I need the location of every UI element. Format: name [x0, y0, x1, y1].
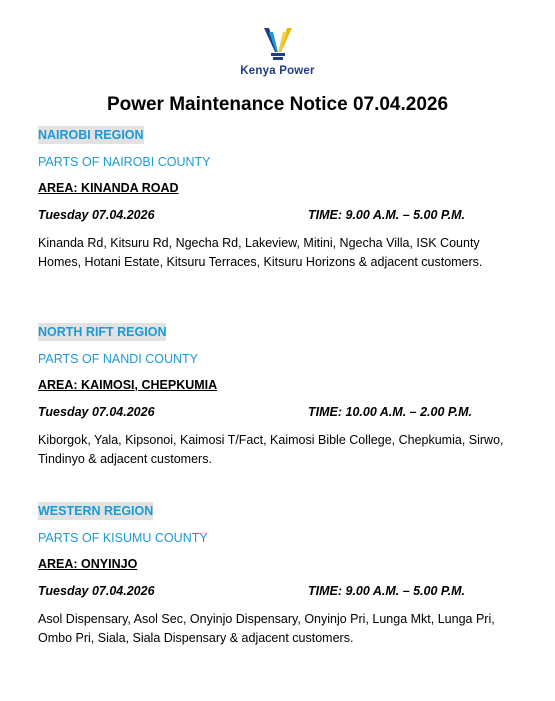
logo-text: Kenya Power	[240, 65, 315, 77]
affected-areas-text: Asol Dispensary, Asol Sec, Onyinjo Dispensary, Onyinjo Pri, Lunga Mkt, Lunga Pri, Ombo Pri, Siala, Siala Dispensary & adjacent customers.	[38, 612, 495, 645]
region-heading	[38, 128, 144, 142]
affected-areas-text: Kiborgok, Yala, Kipsonoi, Kaimosi T/Fact, Kaimosi Bible College, Chepkumia, Sirwo, Tindinyo & adjacent customers.	[38, 433, 504, 466]
day-label: Tuesday 07.04.2026	[38, 584, 155, 598]
day-label: Tuesday 07.04.2026	[38, 208, 155, 222]
county-label: PARTS OF NAIROBI COUNTY	[38, 155, 211, 169]
affected-areas-text: Kinanda Rd, Kitsuru Rd, Ngecha Rd, Lakeview, Mitini, Ngecha Villa, ISK County Homes, Hotani Estate, Kitsuru Terraces, Kitsuru Horizons & adjacent customers.	[38, 236, 483, 269]
county-label: PARTS OF NANDI COUNTY	[38, 352, 198, 366]
area-label: AREA: KAIMOSI, CHEPKUMIA	[38, 378, 218, 392]
area-label: AREA: KINANDA ROAD	[38, 181, 179, 195]
region-label: NAIROBI REGION	[38, 128, 144, 142]
time-label: TIME: 9.00 A.M. – 5.00 P.M.	[308, 584, 466, 598]
time-label: TIME: 9.00 A.M. – 5.00 P.M.	[308, 208, 466, 222]
page-title: Power Maintenance Notice 07.04.2026	[106, 94, 449, 115]
area-label: AREA: ONYINJO	[38, 557, 138, 571]
kenya-power-emblem-icon	[258, 26, 298, 62]
day-label: Tuesday 07.04.2026	[38, 405, 155, 419]
county-label: PARTS OF KISUMU COUNTY	[38, 531, 208, 545]
region-heading	[38, 504, 153, 518]
time-label: TIME: 10.00 A.M. – 2.00 P.M.	[308, 405, 472, 419]
region-label: WESTERN REGION	[38, 504, 154, 518]
kenya-power-logo	[0, 26, 555, 77]
region-heading	[38, 325, 166, 339]
region-label: NORTH RIFT REGION	[38, 325, 167, 339]
